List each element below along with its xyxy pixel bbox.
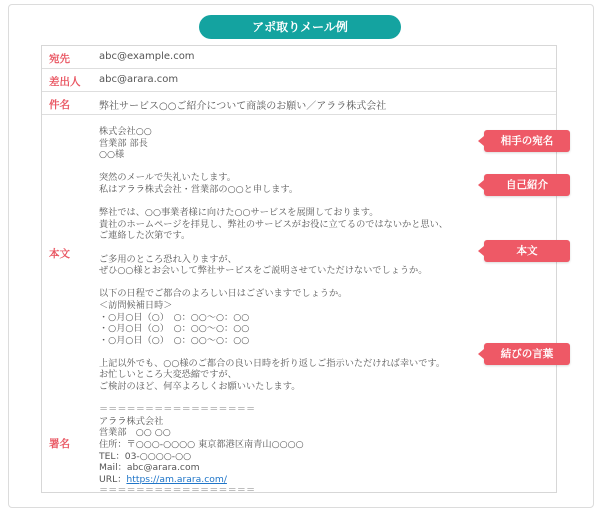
tag-recipient: 相手の宛名 bbox=[484, 130, 570, 152]
body-line: ご検討のほど、何卒よろしくお願いいたします。 bbox=[99, 381, 301, 393]
body-line: 貴社のホームページを拝見し、弊社のサービスがお役に立てるのではないかと思い、 bbox=[99, 218, 448, 230]
tag-closing: 結びの言葉 bbox=[484, 343, 570, 365]
from-row bbox=[42, 69, 556, 92]
body-line: アララ株式会社 bbox=[99, 415, 164, 427]
from-label: 差出人 bbox=[49, 76, 81, 88]
blank-line bbox=[99, 242, 479, 254]
subject-value: 弊社サービス○○ご紹介について商談のお願い／アララ株式会社 bbox=[99, 101, 387, 112]
tag-self-intro: 自己紹介 bbox=[484, 174, 570, 196]
body-label: 本文 bbox=[49, 248, 70, 260]
tag-main: 本文 bbox=[484, 240, 570, 262]
closing-rule: ＝＝＝＝＝＝＝＝＝＝＝＝＝＝＝＝＝ bbox=[99, 485, 256, 497]
url-line bbox=[99, 474, 479, 486]
email-table bbox=[41, 45, 557, 497]
body-line: 以下の日程でご都合のよろしい日はございますでしょうか。 bbox=[99, 288, 348, 300]
signature-label: 署名 bbox=[49, 438, 70, 450]
body-line: Mail：abc@arara.com bbox=[99, 462, 200, 474]
body-line: 上記以外でも、○○様のご都合の良い日時を折り返しご指示いただければ幸いです。 bbox=[99, 357, 446, 369]
to-value: abc@example.com bbox=[99, 51, 195, 62]
to-label: 宛先 bbox=[49, 53, 70, 65]
body-line: 私はアララ株式会社・営業部の○○と申します。 bbox=[99, 183, 299, 195]
body-line: ・○月○日（○） ○：○○～○：○○ bbox=[99, 323, 250, 335]
body-line: 突然のメールで失礼いたします。 bbox=[99, 172, 236, 184]
url-prefix: URL： bbox=[99, 473, 127, 485]
body-line: ＜訪問候補日時＞ bbox=[99, 299, 173, 311]
body-line: 株式会社○○ bbox=[99, 126, 152, 137]
body-line: お忙しいところ大変恐縮ですが、 bbox=[99, 369, 237, 381]
body-line: 営業部 ○○ ○○ bbox=[99, 427, 171, 439]
body-line: ぜひ○○様とお会いして弊社サービスをご説明させていただけないでしょうか。 bbox=[99, 265, 428, 277]
url-link[interactable]: https://am.arara.com/ bbox=[126, 473, 227, 485]
body-line: ○○様 bbox=[99, 149, 125, 161]
body-line: ・○月○日（○） ○：○○～○：○○ bbox=[99, 334, 250, 346]
page-title: アポ取りメール例 bbox=[199, 15, 401, 39]
from-value: abc@arara.com bbox=[99, 74, 179, 85]
blank-line bbox=[99, 196, 479, 208]
subject-label: 件名 bbox=[49, 99, 70, 111]
body-line: TEL：03-○○○○-○○ bbox=[99, 450, 192, 462]
email-body bbox=[99, 126, 479, 497]
to-row bbox=[42, 46, 556, 69]
body-lines bbox=[99, 126, 479, 474]
blank-line bbox=[99, 393, 479, 405]
body-line: ＝＝＝＝＝＝＝＝＝＝＝＝＝＝＝＝＝ bbox=[99, 404, 256, 416]
blank-line bbox=[99, 277, 479, 289]
blank-line bbox=[99, 346, 479, 358]
subject-row bbox=[42, 92, 556, 115]
body-line: 住所：〒○○○-○○○○ 東京都港区南青山○○○○ bbox=[99, 439, 304, 451]
blank-line bbox=[99, 161, 479, 173]
body-line: 営業部 部長 bbox=[99, 137, 148, 149]
body-line: ご多用のところ恐れ入りますが、 bbox=[99, 253, 237, 265]
body-line: ・○月○日（○） ○：○○～○：○○ bbox=[99, 311, 250, 323]
body-line: 弊社では、○○事業者様に向けた○○サービスを展開しております。 bbox=[99, 207, 379, 219]
body-line: ご連絡した次第です。 bbox=[99, 230, 191, 242]
